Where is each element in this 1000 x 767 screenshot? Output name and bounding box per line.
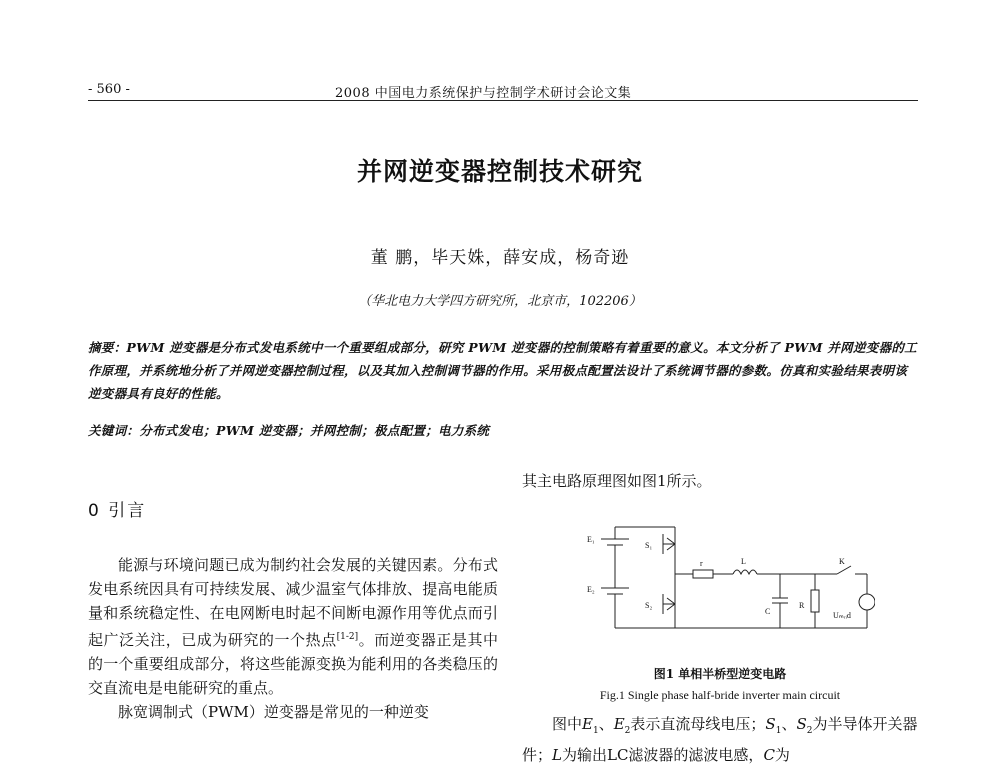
circuit-figure [575, 522, 875, 662]
symbol-paragraph [522, 712, 918, 767]
sym-s2: S [796, 715, 807, 733]
sym-e2: E [613, 715, 625, 733]
text-b: 表示直流母线电压； [630, 715, 766, 733]
text-a: 图中 [552, 715, 583, 733]
sub-e2: 2 [624, 726, 631, 736]
sym-c: C [763, 746, 775, 764]
intro-paragraph [88, 553, 498, 700]
sub-s2: 2 [806, 726, 813, 736]
label-s1: S₁ [645, 541, 653, 550]
paper-title: 并网逆变器控制技术研究 [356, 157, 643, 186]
label-e1: E₁ [587, 535, 595, 544]
label-e2: E₂ [587, 585, 595, 594]
right-column-text [522, 712, 918, 767]
page-number: - 560 - [88, 82, 130, 97]
label-s2: S₂ [645, 601, 653, 610]
paper-authors: 董 鹏，毕天姝，薛安成，杨奇逊 [370, 248, 630, 268]
sym-l: L [552, 746, 562, 764]
sym-s1: S [765, 715, 776, 733]
intro-text-end: 。而逆变器正是其中的一个重要组成部分，将这些能源变换为能利用的各类稳压的交直流电是电能研究的重点。 [88, 631, 498, 697]
abstract: 摘要：PWM 逆变器是分布式发电系统中一个重要组成部分，研究 PWM 逆变器的控制策略有着重要的意义。本文分析了 PWM 并网逆变器的工作原理，并系统地分析了并网逆变器控制过程，以及其加入控制调节器的作用。采用极点配置法设计了系统调节器的参数。仿真和实验结果表明该逆变器具有良好的性能。 [88, 340, 917, 401]
running-title: 2008 中国电力系统保护与控制学术研讨会论文集 [335, 86, 632, 101]
left-column [88, 553, 498, 724]
label-l: L [741, 557, 746, 566]
text-c: 为半导体开关器件； [522, 715, 918, 764]
keywords: 关键词：分布式发电；PWM 逆变器；并网控制；极点配置；电力系统 [88, 423, 490, 438]
figure-caption-cn: 图1 单相半桥型逆变电路 [653, 667, 787, 681]
sub-e1: 1 [592, 726, 599, 736]
label-ugrid: Uₘᵣᵢd [833, 611, 851, 620]
figure-caption-en: Fig.1 Single phase half-bride inverter main circuit [599, 688, 841, 702]
sym-e1: E [582, 715, 593, 733]
sep-1: 、 [598, 715, 614, 733]
text-d: 为输出LC滤波器的滤波电感， [561, 746, 764, 764]
figure-intro: 其主电路原理图如图1所示。 [522, 472, 712, 490]
intro-text: 能源与环境问题已成为制约社会发展的关键因素。分布式发电系统因具有可持续发展、减少温室气体排放、提高电能质量和系统稳定性、在电网断电时起不间断电源作用等优点而引起广泛关注，已成为研究的一个热点 [88, 556, 498, 649]
section-title: 0 引言 [88, 501, 147, 521]
label-c: C [765, 607, 771, 616]
citation: [1-2] [336, 632, 359, 642]
paper-affiliation: （华北电力大学四方研究所，北京市，102206） [358, 294, 642, 309]
sep-2: 、 [781, 715, 797, 733]
header-rule [88, 100, 918, 101]
pwm-paragraph: 脉宽调制式（PWM）逆变器是常见的一种逆变 [118, 703, 429, 721]
text-e: 为 [774, 746, 790, 764]
label-k: K [839, 557, 845, 566]
label-r-load: R [799, 601, 805, 610]
label-r-series: r [700, 559, 703, 568]
sub-s1: 1 [775, 726, 782, 736]
